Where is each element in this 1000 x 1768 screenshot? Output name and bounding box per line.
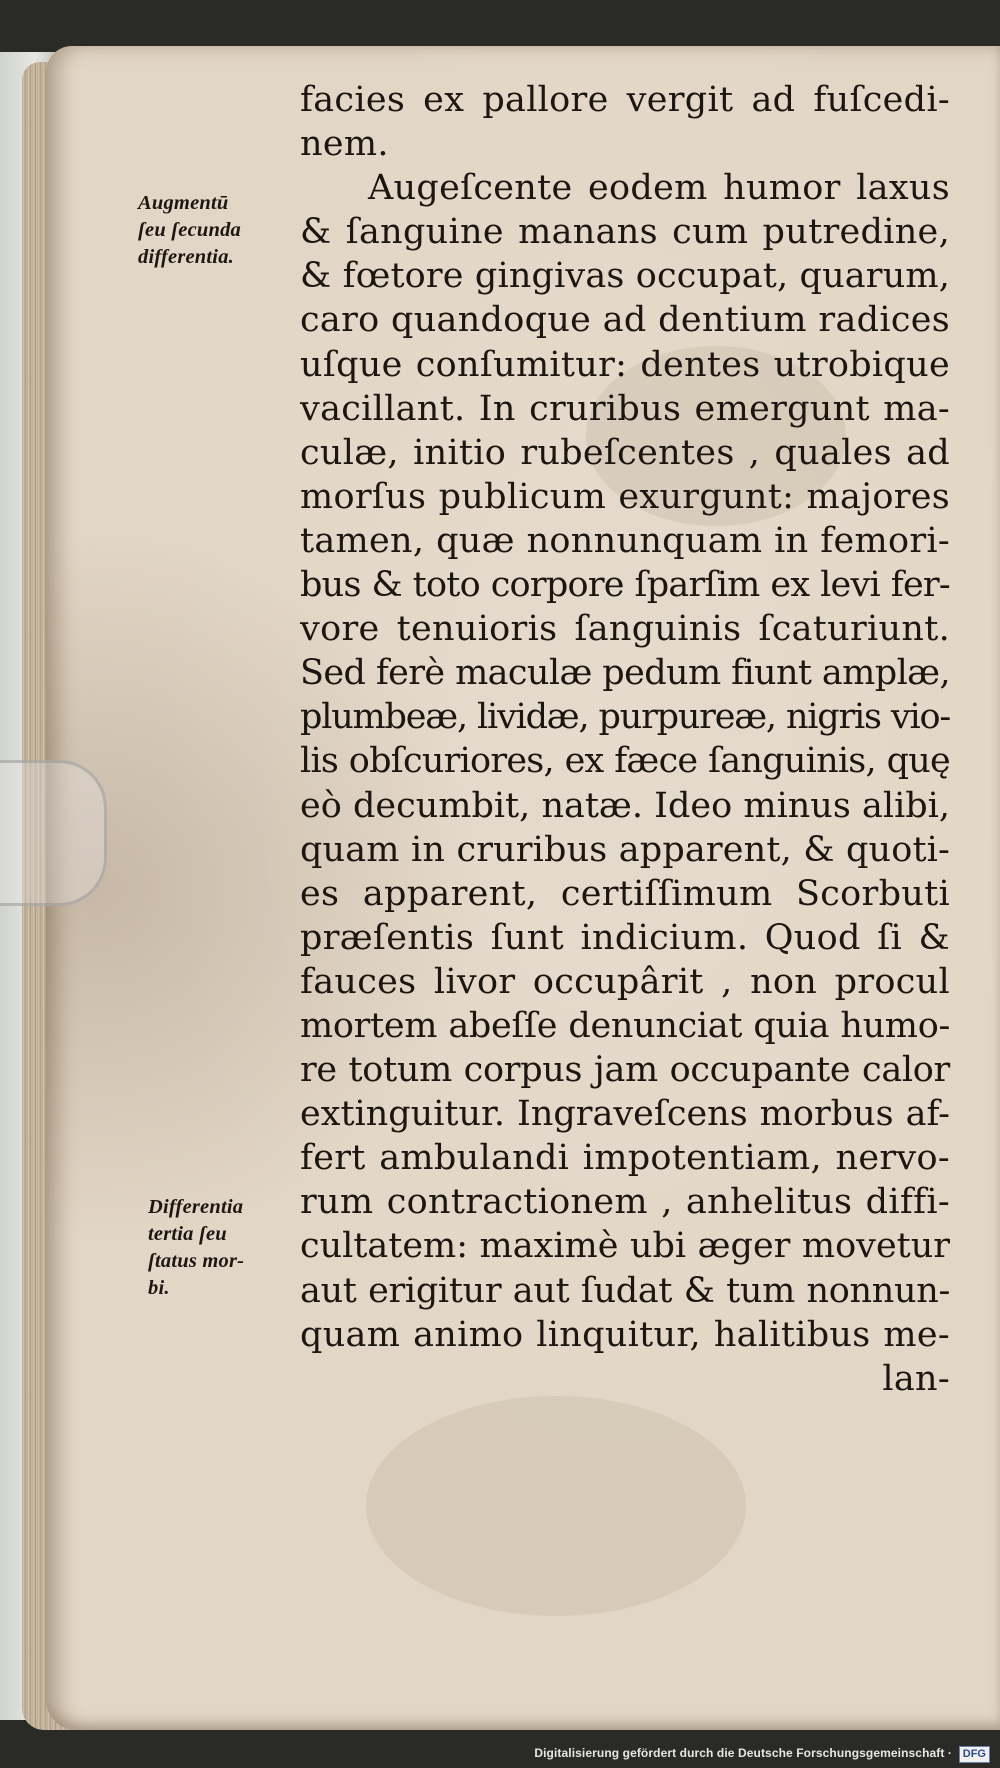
text-line: mortem abeſſe denunciat quia humo-	[300, 1005, 950, 1046]
text-line: aut erigitur aut ſudat & tum nonnun-	[300, 1270, 950, 1311]
text-line: quam in cruribus apparent, & quoti-	[300, 829, 950, 870]
text-line: Augeſcente eodem humor laxus	[368, 168, 950, 209]
margin-note-augmentum	[138, 190, 308, 271]
page-clip	[0, 760, 107, 906]
body-text	[300, 78, 950, 1401]
text-line: & fœtore gingivas occupat, quarum,	[300, 256, 950, 297]
text-line: fert ambulandi impotentiam, nervo-	[300, 1138, 950, 1179]
text-line: nem.	[300, 124, 389, 165]
margin-note-line: Differentia	[148, 1196, 244, 1218]
footer-bar	[0, 1740, 1000, 1768]
text-line: fauces livor occupârit , non procul	[300, 961, 950, 1002]
text-line: facies ex pallore vergit ad fuſcedi-	[300, 80, 950, 120]
margin-note-line: ſeu ſecunda	[138, 219, 241, 241]
dfg-logo: DFG	[959, 1746, 990, 1763]
text-line: eò decumbit, natæ. Ideo minus alibi,	[300, 785, 950, 826]
margin-note-line: ſtatus mor-	[148, 1250, 245, 1272]
text-line: Sed ferè maculæ pedum fiunt amplæ,	[300, 653, 950, 694]
text-line: culæ, initio rubeſcentes , quales ad	[300, 432, 950, 473]
margin-note-line: bi.	[148, 1277, 170, 1299]
text-line: tamen, quæ nonnunquam in femori-	[300, 520, 950, 561]
text-line: morſus publicum exurgunt: majores	[300, 476, 950, 517]
text-line: cultatem: maximè ubi æger movetur	[300, 1226, 950, 1267]
text-line: re totum corpus jam occupante calor	[300, 1050, 950, 1091]
text-line: vacillant. In cruribus emergunt ma-	[300, 388, 950, 429]
catchword: lan-	[882, 1358, 950, 1399]
text-line: quam animo linquitur, halitibus me-	[300, 1314, 950, 1355]
text-line: vore tenuioris ſanguinis ſcaturiunt.	[300, 609, 950, 650]
text-line: caro quandoque ad dentium radices	[300, 300, 950, 341]
text-line: lis obſcuriores, ex fæce ſanguinis, quę	[300, 741, 950, 782]
text-line: & ſanguine manans cum putredine,	[300, 212, 950, 253]
text-line: uſque conſumitur: dentes utrobique	[300, 344, 950, 385]
text-line: extinguitur. Ingraveſcens morbus af-	[300, 1094, 950, 1135]
text-line: plumbeæ, lividæ, purpureæ, nigris vio-	[300, 697, 950, 738]
text-line: præſentis ſunt indicium. Quod ſi &	[300, 917, 950, 958]
margin-note-line: differentia.	[138, 246, 234, 268]
text-line: es apparent, certiſſimum Scorbuti	[300, 873, 950, 914]
margin-note-line: Augmentū	[138, 192, 229, 214]
text-line: rum contractionem , anhelitus diffi-	[300, 1182, 950, 1223]
paper-stain	[366, 1396, 746, 1616]
margin-note-line: tertia ſeu	[148, 1223, 227, 1245]
text-line: bus & toto corpore ſparſim ex levi fer-	[300, 565, 950, 606]
margin-note-differentia-tertia	[148, 1194, 318, 1302]
funding-notice: Digitalisierung gefördert durch die Deutsche Forschungsgemeinschaft ·	[534, 1746, 952, 1760]
